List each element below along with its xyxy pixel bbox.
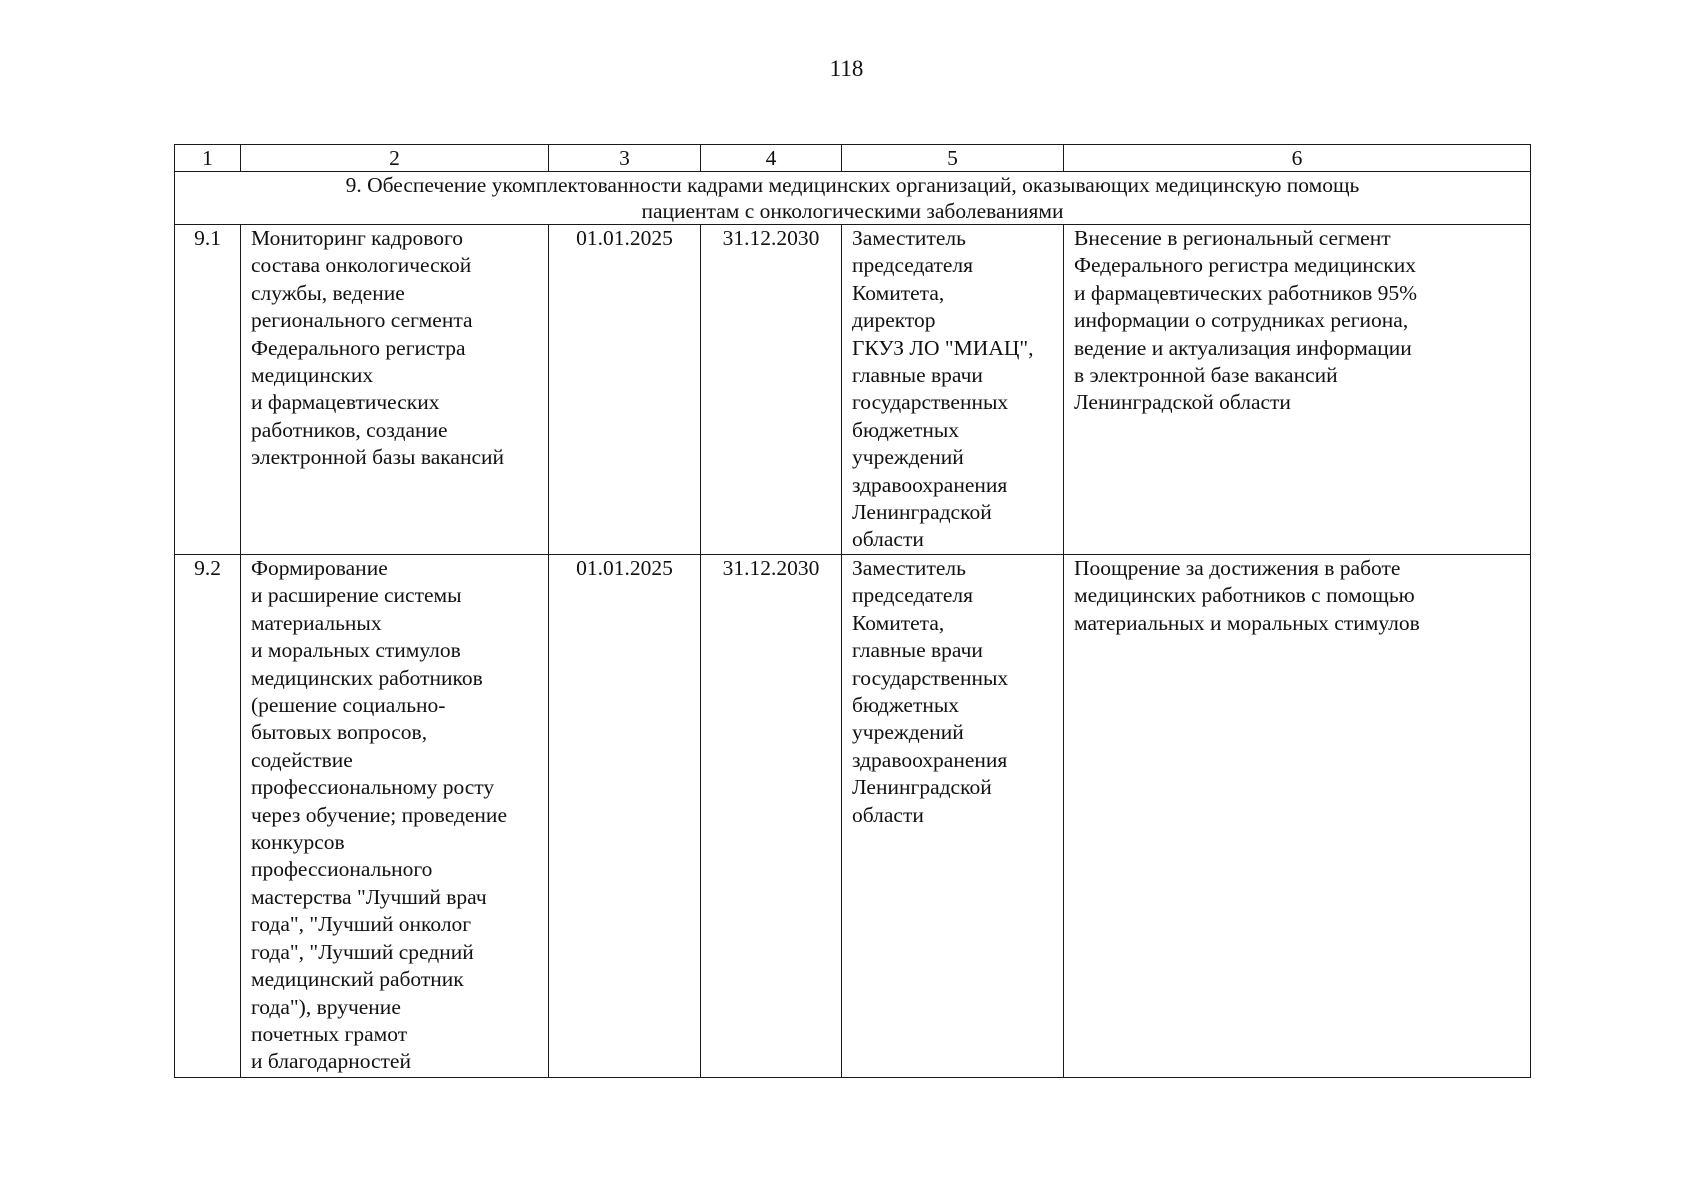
end-date: 31.12.2030 [701, 225, 842, 555]
column-number-row [175, 145, 1531, 172]
column-number-6: 6 [1064, 145, 1531, 172]
result-cell: Поощрение за достижения в работе медицинских работников с помощью материальных и моральных стимулов [1064, 555, 1531, 1078]
result-cell: Внесение в региональный сегмент Федерального регистра медицинских и фармацевтических работников 95% информации о сотрудниках региона, ведение и актуализация информации в электронной базе вакансий Ленинградской области [1064, 225, 1531, 555]
activity-cell: Мониторинг кадрового состава онкологической службы, ведение регионального сегмента Федерального регистра медицинских и фармацевтических работников, создание электронной базы вакансий [241, 225, 549, 555]
section-title: 9. Обеспечение укомплектованности кадрами медицинских организаций, оказывающих медицинскую помощь пациентам с онкологическими заболеваниями [175, 172, 1531, 225]
column-number-2: 2 [241, 145, 549, 172]
row-number: 9.1 [175, 225, 241, 555]
responsible-cell: Заместитель председателя Комитета, главные врачи государственных бюджетных учреждений здравоохранения Ленинградской области [842, 555, 1064, 1078]
start-date: 01.01.2025 [549, 555, 701, 1078]
column-number-1: 1 [175, 145, 241, 172]
section-row [175, 172, 1531, 225]
end-date: 31.12.2030 [701, 555, 842, 1078]
page-number: 118 [829, 56, 864, 81]
column-number-4: 4 [701, 145, 842, 172]
measures-table [174, 144, 1531, 1078]
column-number-3: 3 [549, 145, 701, 172]
table-row [175, 555, 1531, 1078]
start-date: 01.01.2025 [549, 225, 701, 555]
table-row [175, 225, 1531, 555]
row-number: 9.2 [175, 555, 241, 1078]
activity-cell: Формирование и расширение системы материальных и моральных стимулов медицинских работников (решение социально- бытовых вопросов, содействие профессиональному росту через обучение; проведение конкурсов профессионального мастерства "Лучший врач года", "Лучший онколог года", "Лучший средний медицинский работник года"), вручение почетных грамот и благодарностей [241, 555, 549, 1078]
responsible-cell: Заместитель председателя Комитета, директор ГКУЗ ЛО "МИАЦ", главные врачи государственных бюджетных учреждений здравоохранения Ленинградской области [842, 225, 1064, 555]
column-number-5: 5 [842, 145, 1064, 172]
